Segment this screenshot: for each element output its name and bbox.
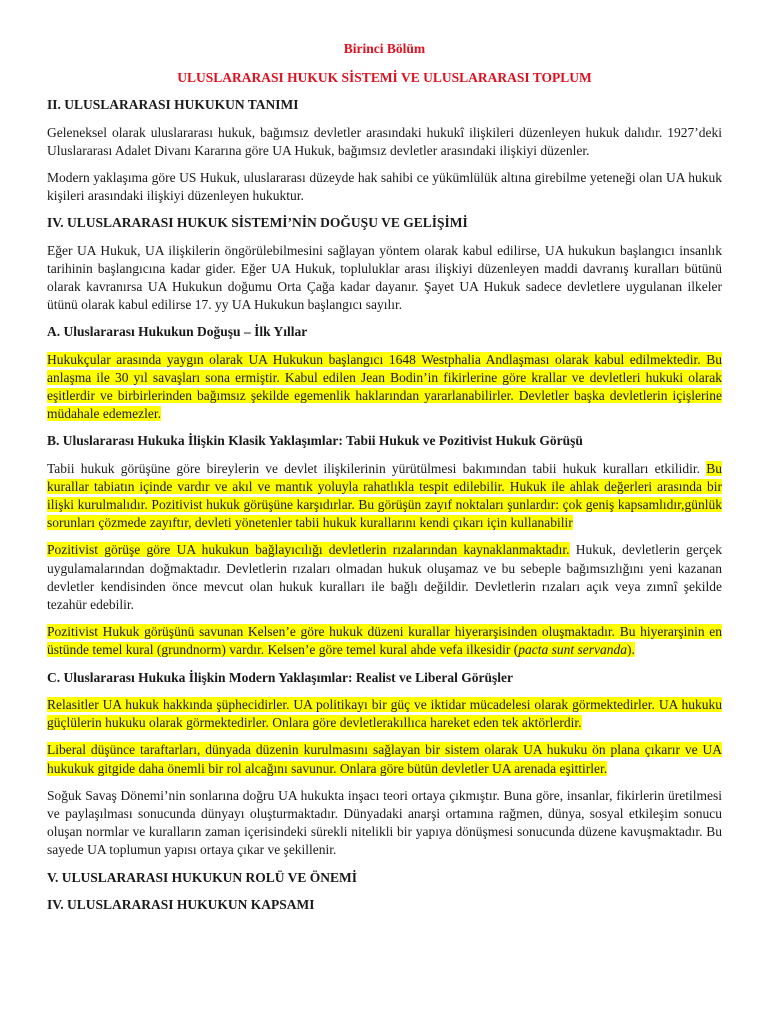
paragraph-positivist [47, 541, 722, 614]
highlighted-text-end: ). [626, 642, 635, 658]
plain-text: Tabii hukuk görüşüne göre bireylerin ve devlet ilişkilerinin yürütülmesi bakımından tabii hukuk kuralları etkilidir. [47, 460, 701, 476]
highlighted-text: Liberal düşünce taraftarları, dünyada düzenin kurulmasını sağlayan bir sistem olarak UA hukuku ön plana çıkarır ve UA hukukuk gitgide daha önemli bir rol alcağını savunur. Onlara göre bütün devletler UA arenada eşittirler. [47, 742, 722, 776]
section-heading-role: V. ULUSLARARASI HUKUKUN ROLÜ VE ÖNEMİ [47, 869, 358, 885]
section-heading-scope: IV. ULUSLARARASI HUKUKUN KAPSAMI [47, 896, 315, 912]
paragraph-westphalia [47, 351, 722, 424]
section-heading-definition: II. ULUSLARARASI HUKUKUN TANIMI [47, 97, 299, 113]
document-page [47, 40, 722, 923]
paragraph-kelsen [47, 623, 722, 659]
paragraph-natural-law [47, 460, 722, 533]
subsection-heading-classical: B. Uluslararası Hukuka İlişkin Klasik Yaklaşımlar: Tabii Hukuk ve Pozitivist Hukuk Görüşü [47, 433, 583, 449]
latin-phrase: pacta sunt servanda [518, 642, 627, 658]
paragraph-modern-definition: Modern yaklaşıma göre US Hukuk, uluslararası düzeyde hak sahibi ce yükümlülük altına girebilme yeteneği olan UA hukuk kişileri arasındaki ilişkiyi düzenleyen hukuktur. [47, 170, 722, 204]
highlighted-text: Pozitivist görüşe göre UA hukukun bağlayıcılığı devletlerin rızalarından kaynaklanmaktadır. [47, 542, 570, 558]
highlighted-text: Pozitivist Hukuk görüşünü savunan Kelsen’e göre hukuk düzeni kurallar hiyerarşisinden oluşmaktadır. Bu hiyerarşinin en üstünde temel kural (grundnorm) vardır. Kelsen’e göre temel kural ahde vefa ilkesidir ( [47, 624, 722, 658]
subsection-heading-birth: A. Uluslararası Hukukun Doğuşu – İlk Yıllar [47, 324, 308, 340]
chapter-title: ULUSLARARASI HUKUK SİSTEMİ VE ULUSLARARASI TOPLUM [177, 70, 592, 86]
paragraph-constructivist: Soğuk Savaş Dönemi’nin sonlarına doğru UA hukukta inşacı teori ortaya çıkmıştır. Buna göre, insanlar, fikirlerin üretilmesi ve paylaşılması sonucunda dünyayı oluşturmaktadır. Dünyadaki anarşi ortamına rağmen, dünya, sosyal etkileşim sonucu oluşan normlar ve kuralların zaman içerisindeki sürekli nitelikli bir yapıya dönüşmesi sonucunda düzene kavuşmaktadır. Bu sayede UA toplumun yapısı ortaya çıkar ve şekillenir. [47, 787, 722, 858]
chapter-label: Birinci Bölüm [343, 41, 426, 56]
highlighted-text: Relasitler UA hukuk hakkında şüphecidirler. UA politikayı bir güç ve iktidar mücadelesi olarak görmektedirler. UA hukuku güçlülerin hukuku olarak görmektedirler. Onlara göre devletlerakıllıca hareket eden tek aktörlerdir. [47, 696, 722, 731]
highlighted-text: Bu kurallar tabiatın içinde vardır ve akıl ve mantık yoluyla rahatlıkla tespit edilebilir. Hukuk ile ahlak değerleri arasında bir ilişki kurulmalıdır. Pozitivist hukuk görüşüne karşıdırlar. Bu görüşün zayıf noktaları şunlardır: çok geniş kapsamlıdır,günlük sorunları çözmede zayıftır, devleti yönetenler tabii hukuk kurallarını kendi çıkarı için kullanabilir [47, 460, 722, 531]
highlighted-text: Hukukçular arasında yaygın olarak UA Hukukun başlangıcı 1648 Westphalia Andlaşması olarak kabul edilmektedir. Bu anlaşma ile 30 yıl savaşları sona ermiştir. Kabul edilen Jean Bodin’in fikirlerine göre krallar ve devletleri hukuki olarak eşitlerdir ve birbirlerinden bağımsız şekilde egemenlik haklarından yararlanabilirler. Devletler başka devletlerin içişlerine müdahale edemezler. [47, 351, 722, 422]
subsection-heading-modern: C. Uluslararası Hukuka İlişkin Modern Yaklaşımlar: Realist ve Liberal Görüşler [47, 669, 514, 685]
plain-text: Hukuk, devletlerin gerçek uygulamalarından doğmaktadır. Devletlerin rızaları olmadan hukuk oluşamaz ve bu sebeple bağımsızlığını yeni kazanan devletler kendisinden önce mevcut olan hukuk kuralları ile bağlı değildir. Devletlerin rızaları açık veya zımnî şekilde tezahür edebilir. [47, 542, 722, 613]
highlighted-italic-text [518, 642, 627, 657]
paragraph-liberal [47, 741, 722, 777]
paragraph-realist [47, 696, 722, 732]
paragraph-emergence: Eğer UA Hukuk, UA ilişkilerin öngörülebilmesini sağlayan yöntem olarak kabul edilirse, UA hukukun başlangıcı insanlık tarihinin başlangıcına kadar gider. Eğer UA Hukuk, topluluklar arası ilişkiyi düzenleyen maddi davranış kuralları bütünü olarak kavranırsa UA Hukukun doğumu Orta Çağa kadar dayanır. Şayet UA Hukuk sadece devletlere uygulanan ilkeler ütünü olarak kabul edilirse 17. yy UA Hukukun başlangıcı sayılır. [47, 242, 722, 313]
section-heading-emergence: IV. ULUSLARARASI HUKUK SİSTEMİ’NİN DOĞUŞU VE GELİŞİMİ [47, 215, 468, 231]
paragraph-traditional-definition: Geleneksel olarak uluslararası hukuk, bağımsız devletler arasındaki hukukî ilişkileri düzenleyen hukuk dalıdır. 1927’deki Uluslararası Adalet Divanı Kararına göre UA Hukuk, bağımsız devletler arasındaki ilişkiyi düzenler. [47, 124, 722, 158]
